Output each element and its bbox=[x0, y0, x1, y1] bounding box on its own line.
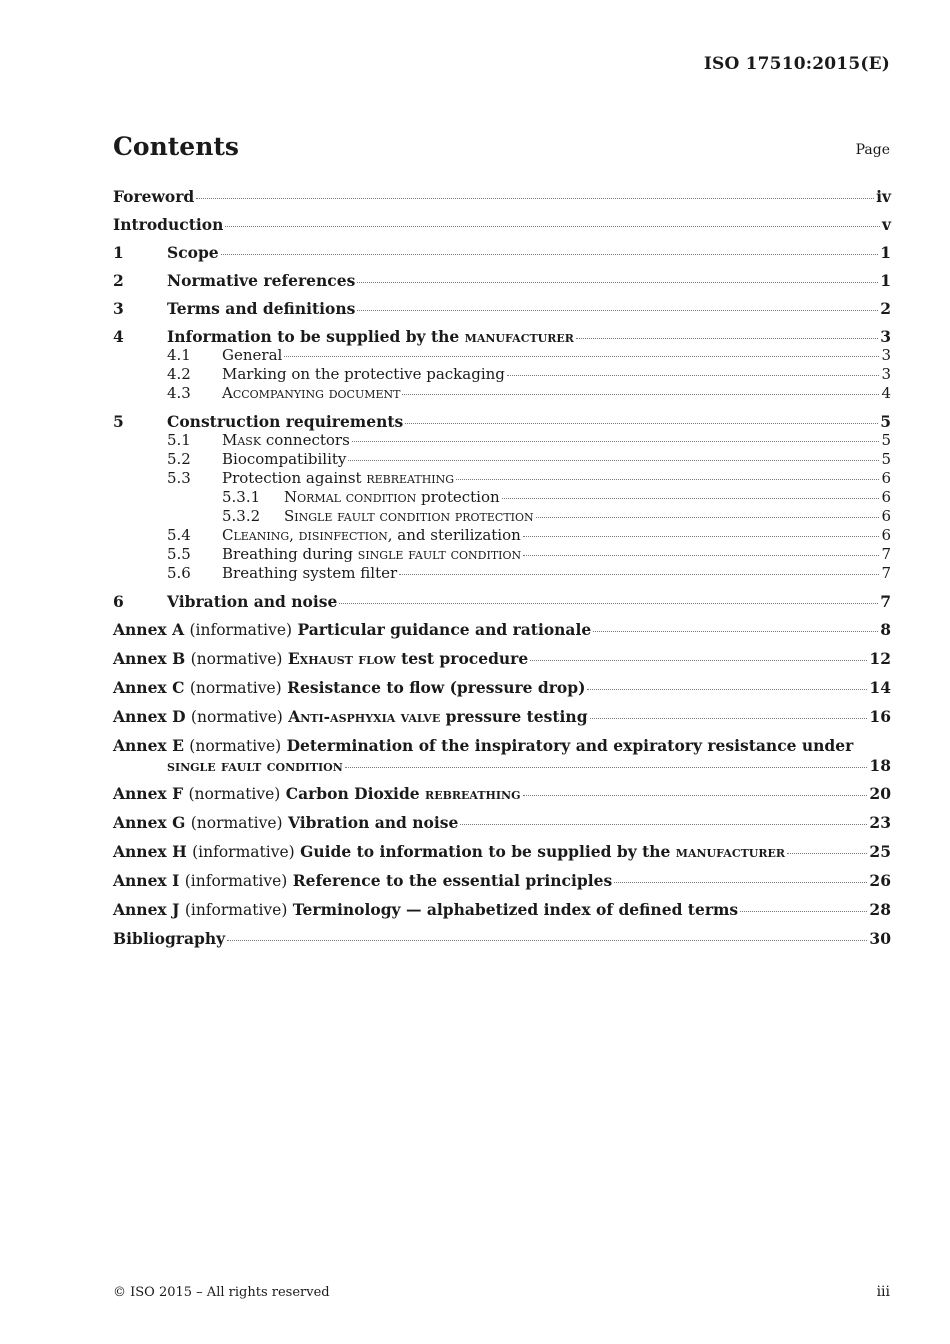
annex-kind: (normative) bbox=[190, 814, 283, 832]
leader-dots bbox=[740, 911, 867, 912]
toc-number: 5.6 bbox=[167, 564, 191, 582]
toc-entry-4-1[interactable] bbox=[113, 346, 891, 365]
toc-entry-4-2[interactable] bbox=[113, 365, 891, 384]
toc-entry-5-4[interactable] bbox=[113, 526, 891, 545]
toc-page: 12 bbox=[869, 649, 891, 668]
toc-title: Determination of the inspiratory and expiratory resistance under bbox=[286, 736, 854, 755]
annex-kind: (normative) bbox=[190, 708, 283, 726]
toc-title: General bbox=[222, 346, 283, 364]
toc-number: 4.1 bbox=[167, 346, 191, 364]
table-of-contents bbox=[113, 185, 891, 948]
toc-title: Resistance to flow (pressure drop) bbox=[287, 678, 586, 697]
toc-entry-annex-e[interactable] bbox=[113, 736, 891, 775]
annex-label: Annex D bbox=[113, 707, 186, 726]
leader-dots bbox=[405, 423, 878, 424]
toc-title: Cleaning, disinfection, and sterilization bbox=[222, 526, 521, 544]
toc-page: iv bbox=[876, 187, 891, 206]
toc-entry-annex-h[interactable] bbox=[113, 842, 891, 862]
annex-kind: (normative) bbox=[189, 679, 282, 697]
leader-dots bbox=[225, 226, 880, 227]
toc-title: Particular guidance and rationale bbox=[297, 620, 592, 639]
leader-dots bbox=[590, 718, 868, 719]
toc-title: Protection against rebreathing bbox=[222, 469, 455, 487]
toc-page: 30 bbox=[869, 929, 891, 948]
toc-page: 2 bbox=[880, 299, 891, 318]
toc-entry-5-3-2[interactable] bbox=[113, 507, 891, 526]
leader-dots bbox=[523, 555, 879, 556]
toc-entry-introduction[interactable] bbox=[113, 215, 891, 234]
toc-entry-annex-a[interactable] bbox=[113, 620, 891, 640]
leader-dots bbox=[614, 882, 867, 883]
toc-page: 7 bbox=[881, 564, 891, 582]
leader-dots bbox=[402, 394, 879, 395]
toc-number: 6 bbox=[113, 592, 124, 611]
annex-label: Annex B bbox=[113, 649, 186, 668]
toc-page: 14 bbox=[869, 678, 891, 697]
leader-dots bbox=[523, 795, 868, 796]
annex-label: Annex C bbox=[113, 678, 185, 697]
toc-title: Normal condition protection bbox=[284, 488, 500, 506]
toc-entry-5-6[interactable] bbox=[113, 564, 891, 583]
toc-page: v bbox=[881, 215, 891, 234]
toc-page: 28 bbox=[869, 900, 891, 919]
leader-dots bbox=[352, 441, 880, 442]
leader-dots bbox=[348, 460, 879, 461]
toc-number: 5.5 bbox=[167, 545, 191, 563]
toc-entry-annex-f[interactable] bbox=[113, 784, 891, 804]
toc-entry-5-3-1[interactable] bbox=[113, 488, 891, 507]
toc-number: 5.2 bbox=[167, 450, 191, 468]
toc-entry-clause-4[interactable] bbox=[113, 327, 891, 346]
toc-number: 5.3 bbox=[167, 469, 191, 487]
leader-dots bbox=[523, 536, 880, 537]
toc-page: 25 bbox=[869, 842, 891, 861]
toc-title: Vibration and noise bbox=[167, 592, 338, 611]
toc-number: 1 bbox=[113, 243, 124, 262]
toc-title: Breathing during single fault condition bbox=[222, 545, 522, 563]
page-column-label: Page bbox=[855, 142, 890, 158]
toc-page: 1 bbox=[880, 243, 891, 262]
annex-e-second-line bbox=[113, 756, 891, 775]
toc-title: Accompanying document bbox=[222, 384, 401, 402]
toc-page: 3 bbox=[880, 327, 891, 346]
toc-number: 4.2 bbox=[167, 365, 191, 383]
document-id: ISO 17510:2015(E) bbox=[703, 54, 890, 74]
toc-title: Guide to information to be supplied by the manufacturer bbox=[300, 842, 786, 861]
annex-label: Annex H bbox=[113, 842, 187, 861]
annex-label: Annex I bbox=[113, 871, 180, 890]
leader-dots bbox=[530, 660, 867, 661]
leader-dots bbox=[576, 338, 878, 339]
toc-entry-foreword[interactable] bbox=[113, 187, 891, 206]
annex-kind: (normative) bbox=[189, 737, 282, 755]
leader-dots bbox=[284, 356, 879, 357]
leader-dots bbox=[339, 603, 878, 604]
toc-title: Normative references bbox=[167, 271, 356, 290]
toc-entry-annex-g[interactable] bbox=[113, 813, 891, 833]
annex-kind: (informative) bbox=[192, 843, 295, 861]
toc-page: 3 bbox=[881, 365, 891, 383]
toc-page: 1 bbox=[880, 271, 891, 290]
toc-title: Information to be supplied by the manufacturer bbox=[167, 327, 574, 346]
toc-page: 5 bbox=[881, 450, 891, 468]
toc-page: 6 bbox=[881, 488, 891, 506]
toc-number: 5.3.2 bbox=[222, 507, 261, 525]
toc-page: 6 bbox=[881, 469, 891, 487]
toc-entry-annex-i[interactable] bbox=[113, 871, 891, 891]
leader-dots bbox=[357, 282, 878, 283]
toc-title: Marking on the protective packaging bbox=[222, 365, 505, 383]
annex-kind: (informative) bbox=[189, 621, 293, 639]
leader-dots bbox=[502, 498, 880, 499]
toc-title: Construction requirements bbox=[167, 412, 404, 431]
toc-title: Terminology — alphabetized index of defined terms bbox=[292, 900, 739, 919]
toc-page: 5 bbox=[880, 412, 891, 431]
toc-entry-bibliography[interactable] bbox=[113, 929, 891, 948]
toc-title: Scope bbox=[167, 243, 219, 262]
annex-kind: (normative) bbox=[190, 650, 283, 668]
footer-page-number: iii bbox=[876, 1284, 890, 1300]
toc-number: 2 bbox=[113, 271, 124, 290]
leader-dots bbox=[456, 479, 879, 480]
toc-page: 6 bbox=[881, 526, 891, 544]
toc-page: 4 bbox=[881, 384, 891, 402]
toc-number: 5 bbox=[113, 412, 124, 431]
toc-title: Biocompatibility bbox=[222, 450, 347, 468]
annex-label: Annex J bbox=[113, 900, 180, 919]
toc-entry-clause-6[interactable] bbox=[113, 592, 891, 611]
toc-entry-annex-j[interactable] bbox=[113, 900, 891, 920]
toc-title: Vibration and noise bbox=[288, 813, 459, 832]
annex-label: Annex F bbox=[113, 784, 184, 803]
toc-page: 26 bbox=[869, 871, 891, 890]
toc-number: 4.3 bbox=[167, 384, 191, 402]
toc-entry-clause-2[interactable] bbox=[113, 271, 891, 290]
toc-entry-4-3[interactable] bbox=[113, 384, 891, 403]
annex-label: Annex A bbox=[113, 620, 185, 639]
toc-entry-5-1[interactable] bbox=[113, 431, 891, 450]
toc-page: 18 bbox=[869, 756, 891, 775]
toc-title: Exhaust flow test procedure bbox=[287, 649, 529, 668]
toc-heading: Contents bbox=[113, 132, 240, 161]
leader-dots bbox=[345, 767, 868, 768]
leader-dots bbox=[221, 254, 879, 255]
toc-number: 3 bbox=[113, 299, 124, 318]
toc-title: Breathing system filter bbox=[222, 564, 398, 582]
toc-title: Terms and definitions bbox=[167, 299, 356, 318]
toc-page: 20 bbox=[869, 784, 891, 803]
annex-kind: (informative) bbox=[184, 872, 288, 890]
annex-label: Annex E bbox=[113, 736, 184, 755]
leader-dots bbox=[460, 824, 867, 825]
toc-entry-5-5[interactable] bbox=[113, 545, 891, 564]
toc-entry-annex-d[interactable] bbox=[113, 707, 891, 727]
toc-page: 6 bbox=[881, 507, 891, 525]
toc-page: 7 bbox=[881, 545, 891, 563]
leader-dots bbox=[399, 574, 879, 575]
leader-dots bbox=[227, 940, 867, 941]
toc-title: Foreword bbox=[113, 187, 195, 206]
toc-entry-annex-c[interactable] bbox=[113, 678, 891, 698]
toc-number: 5.4 bbox=[167, 526, 191, 544]
toc-page: 16 bbox=[869, 707, 891, 726]
toc-title: Mask connectors bbox=[222, 431, 350, 449]
leader-dots bbox=[507, 375, 880, 376]
leader-dots bbox=[196, 198, 874, 199]
toc-title: Reference to the essential principles bbox=[292, 871, 613, 890]
toc-entry-annex-b[interactable] bbox=[113, 649, 891, 669]
toc-number: 4 bbox=[113, 327, 124, 346]
toc-title: Bibliography bbox=[113, 929, 226, 948]
toc-title-continued: single fault condition bbox=[167, 756, 343, 775]
toc-entry-5-2[interactable] bbox=[113, 450, 891, 469]
annex-e-first-line bbox=[113, 736, 891, 756]
annex-kind: (normative) bbox=[188, 785, 281, 803]
toc-title: Introduction bbox=[113, 215, 224, 234]
toc-title: Single fault condition protection bbox=[284, 507, 534, 525]
toc-number: 5.3.1 bbox=[222, 488, 261, 506]
leader-dots bbox=[536, 517, 880, 518]
toc-page: 8 bbox=[880, 620, 891, 639]
toc-title: Carbon Dioxide rebreathing bbox=[285, 784, 521, 803]
toc-entry-clause-3[interactable] bbox=[113, 299, 891, 318]
annex-kind: (informative) bbox=[184, 901, 288, 919]
leader-dots bbox=[357, 310, 878, 311]
toc-page: 5 bbox=[881, 431, 891, 449]
toc-page: 7 bbox=[880, 592, 891, 611]
leader-dots bbox=[593, 631, 878, 632]
toc-page: 3 bbox=[881, 346, 891, 364]
toc-page: 23 bbox=[869, 813, 891, 832]
toc-number: 5.1 bbox=[167, 431, 191, 449]
footer-copyright: © ISO 2015 – All rights reserved bbox=[113, 1285, 330, 1300]
leader-dots bbox=[787, 853, 867, 854]
annex-label: Annex G bbox=[113, 813, 186, 832]
toc-entry-clause-1[interactable] bbox=[113, 243, 891, 262]
toc-entry-5-3[interactable] bbox=[113, 469, 891, 488]
toc-entry-clause-5[interactable] bbox=[113, 412, 891, 431]
toc-title: Anti-asphyxia valve pressure testing bbox=[288, 707, 588, 726]
leader-dots bbox=[587, 689, 867, 690]
